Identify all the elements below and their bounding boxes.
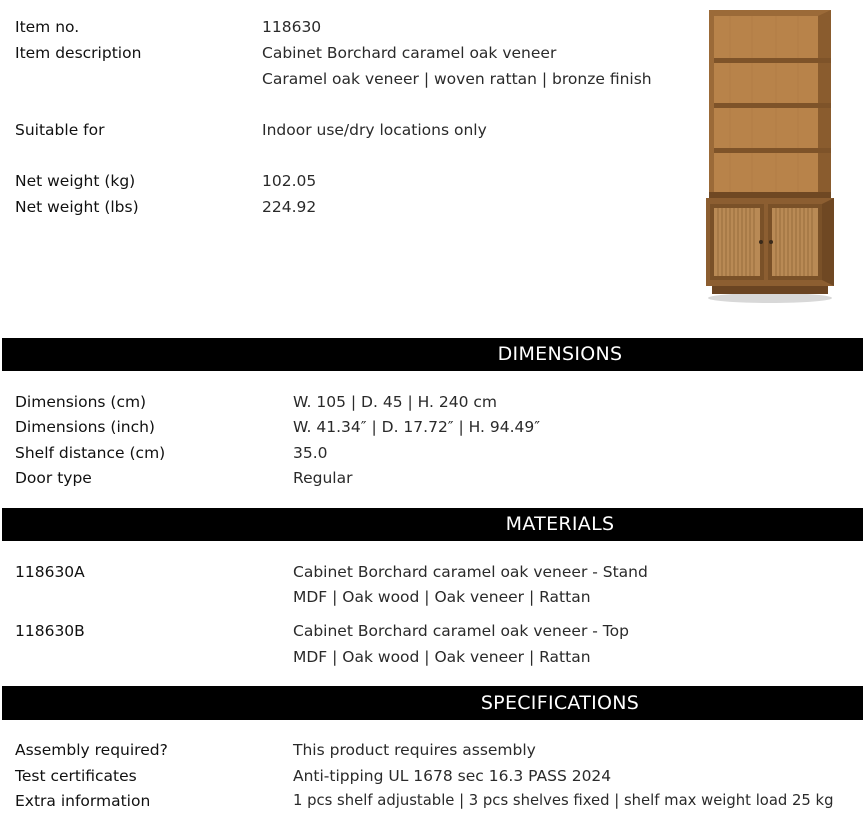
dimension-value: W. 105 | D. 45 | H. 240 cm [293,393,498,411]
dimensions-title: DIMENSIONS [497,343,623,365]
net-weight-lbs-label: Net weight (lbs) [15,198,139,216]
spec-value: Anti-tipping UL 1678 sec 16.3 PASS 2024 [293,767,612,785]
spec-label: Test certificates [15,767,137,785]
materials-title: MATERIALS [505,513,615,535]
dimension-label: Dimensions (inch) [15,418,155,436]
dimension-label: Door type [15,469,92,487]
dimension-label: Dimensions (cm) [15,393,147,411]
spec-label: Extra information [15,792,151,810]
net-weight-kg-value: 102.05 [262,172,317,190]
material-item-materials: MDF | Oak wood | Oak veneer | Rattan [293,588,591,606]
dimension-value: W. 41.34″ | D. 17.72″ | H. 94.49″ [293,418,541,436]
item-no-label: Item no. [15,18,80,36]
material-item-name: Cabinet Borchard caramel oak veneer - Stand [293,563,648,581]
spec-label: Assembly required? [15,741,168,759]
dimensions-header-bar [2,338,863,371]
item-no-value: 118630 [262,18,322,36]
cabinet-product-image [700,8,840,304]
specifications-header-bar [2,686,863,720]
dimension-value: Regular [293,469,353,487]
suitable-for-value: Indoor use/dry locations only [262,121,487,139]
material-item-code: 118630A [15,563,85,581]
material-item-code: 118630B [15,622,85,640]
materials-header-bar [2,508,863,541]
dimension-value: 35.0 [293,444,328,462]
item-description-label: Item description [15,44,142,62]
item-description-line1: Cabinet Borchard caramel oak veneer [262,44,557,62]
spec-value: This product requires assembly [293,741,536,759]
spec-value: 1 pcs shelf adjustable | 3 pcs shelves fixed | shelf max weight load 25 kg [293,792,834,809]
net-weight-kg-label: Net weight (kg) [15,172,136,190]
item-description-line2: Caramel oak veneer | woven rattan | bronze finish [262,70,652,88]
specifications-title: SPECIFICATIONS [480,692,640,714]
dimension-label: Shelf distance (cm) [15,444,166,462]
material-item-name: Cabinet Borchard caramel oak veneer - Top [293,622,629,640]
suitable-for-label: Suitable for [15,121,105,139]
material-item-materials: MDF | Oak wood | Oak veneer | Rattan [293,648,591,666]
net-weight-lbs-value: 224.92 [262,198,317,216]
